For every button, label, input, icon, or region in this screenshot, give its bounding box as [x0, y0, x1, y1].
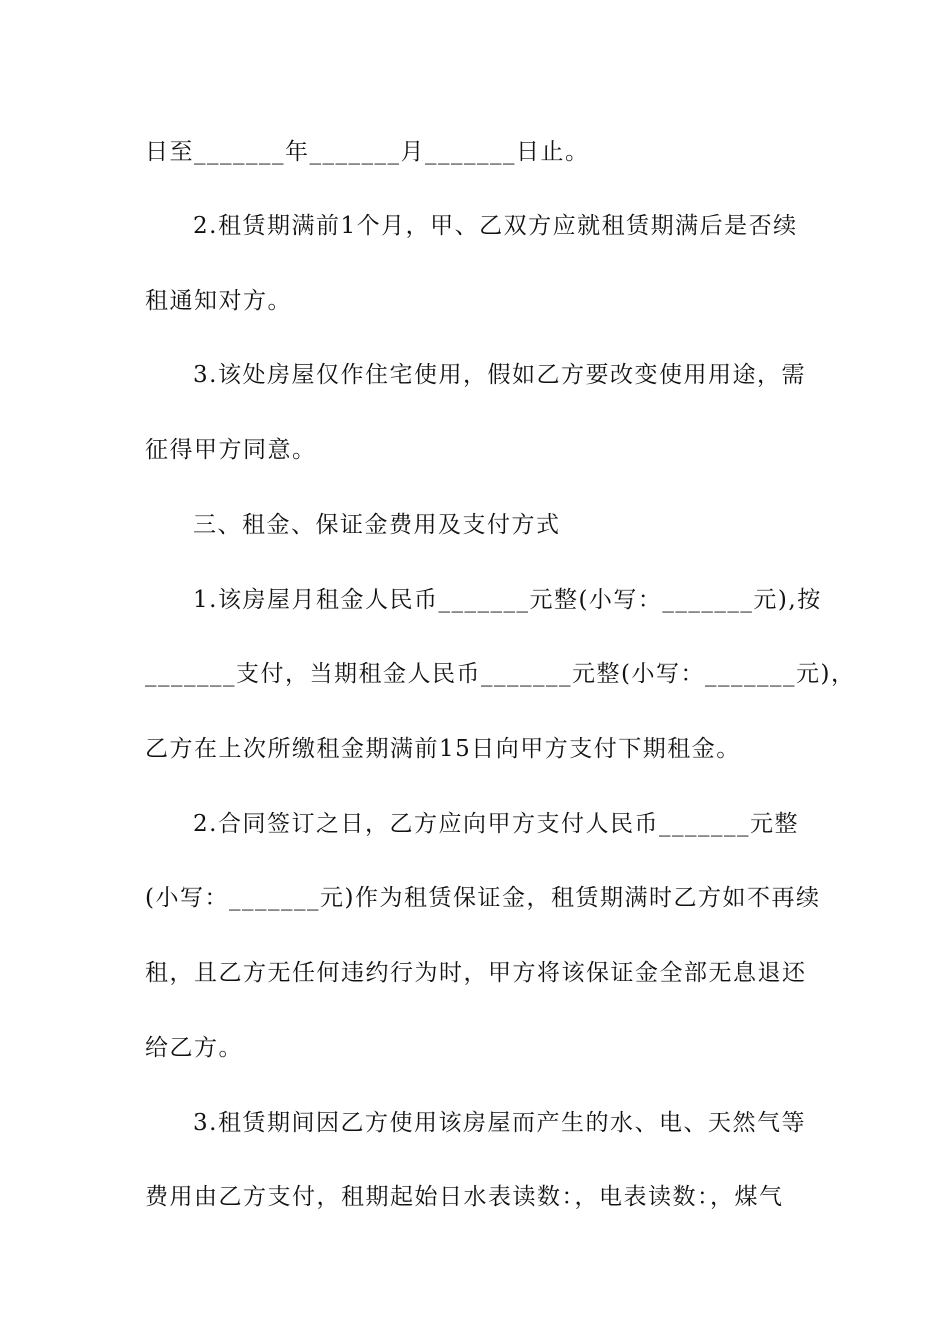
text-line-3: 租通知对方。	[145, 288, 292, 314]
text-line-10: 2.合同签订之日，乙方应向甲方支付人民币_______元整	[193, 811, 799, 837]
text-line-14: 3.租赁期间因乙方使用该房屋而产生的水、电、天然气等	[193, 1110, 806, 1136]
text-line-15: 费用由乙方支付，租期起始日水表读数：，电表读数：，煤气	[145, 1184, 784, 1210]
text-line-2: 2.租赁期满前1个月，甲、乙双方应就租赁期满后是否续	[193, 213, 798, 239]
text-line-7: 1.该房屋月租金人民币_______元整(小写：_______元),按	[193, 587, 822, 613]
section-heading: 三、租金、保证金费用及支付方式	[193, 512, 561, 538]
text-line-5: 征得甲方同意。	[145, 437, 317, 463]
text-line-4: 3.该处房屋仅作住宅使用，假如乙方要改变使用用途，需	[193, 362, 806, 388]
text-line-9: 乙方在上次所缴租金期满前15日向甲方支付下期租金。	[145, 736, 741, 762]
text-line-8: _______支付，当期租金人民币_______元整(小写：_______元)，	[145, 661, 856, 687]
text-line-13: 给乙方。	[145, 1035, 243, 1061]
text-line-1: 日至_______年_______月_______日止。	[145, 139, 590, 165]
text-line-12: 租，且乙方无任何违约行为时，甲方将该保证金全部无息退还	[145, 960, 807, 986]
text-line-11: (小写：_______元)作为租赁保证金，租赁期满时乙方如不再续	[145, 885, 821, 911]
